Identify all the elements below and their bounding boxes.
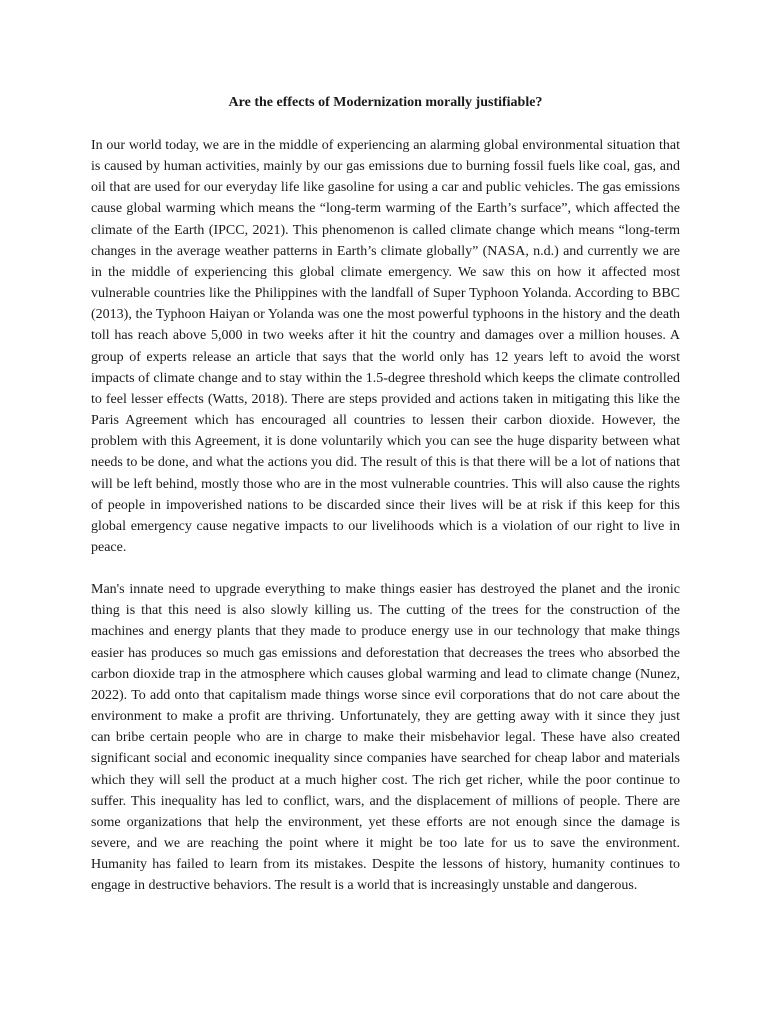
document-title: Are the effects of Modernization morally justifiable? xyxy=(228,95,543,110)
paragraph-1: In our world today, we are in the middle of experiencing an alarming global environmental situation that is caused by human activities, mainly by our gas emissions due to burning fossil fuels like coal, gas, and oil that are used for our everyday life like gasoline for using a car and public vehicles. The gas emissions cause global warming which means the “long-term warming of the Earth’s surface”, which affected the climate of the Earth (IPCC, 2021). This phenomenon is called climate change which means “long-term changes in the average weather patterns in Earth’s climate globally” (NASA, n.d.) and currently we are in the middle of experiencing this global climate emergency. We saw this on how it affected most vulnerable countries like the Philippines with the landfall of Super Typhoon Yolanda. According to BBC (2013), the Typhoon Haiyan or Yolanda was one the most powerful typhoons in the history and the death toll has reach above 5,000 in two weeks after it hit the country and damages over a million houses. A group of experts release an article that says that the world only has 12 years left to avoid the worst impacts of climate change and to stay within the 1.5-degree threshold which keeps the climate controlled to feel lesser effects (Watts, 2018). There are steps provided and actions taken in mitigating this like the Paris Agreement which has encouraged all countries to lessen their carbon dioxide. However, the problem with this Agreement, it is done voluntarily which you can see the huge disparity between what needs to be done, and what the actions you did. The result of this is that there will be a lot of nations that will be left behind, mostly those who are in the most vulnerable countries. This will also cause the rights of people in impoverished nations to be discarded since their lives will be at risk if this keep for this global emergency cause negative impacts to our livelihoods which is a violation of our right to live in peace. xyxy=(91,138,680,555)
paragraph-2: Man's innate need to upgrade everything to make things easier has destroyed the planet and the ironic thing is that this need is also slowly killing us. The cutting of the trees for the construction of the machines and energy plants that they made to produce energy use in our technology that make things easier has produces so much gas emissions and deforestation that decreases the trees who absorbed the carbon dioxide trap in the atmosphere which causes global warming and lead to climate change (Nunez, 2022). To add onto that capitalism made things worse since evil corporations that do not care about the environment to make a profit are thriving. Unfortunately, they are getting away with it since they just can bribe certain people who are in charge to make their misbehavior legal. These have also created significant social and economic inequality since companies have searched for cheap labor and materials which they will sell the product at a much higher cost. The rich get richer, while the poor continue to suffer. This inequality has led to conflict, wars, and the displacement of millions of people. There are some organizations that help the environment, yet these efforts are not enough since the damage is severe, and we are reaching the point where it might be too late for us to save the environment. Humanity has failed to learn from its mistakes. Despite the lessons of history, humanity continues to engage in destructive behaviors. The result is a world that is increasingly unstable and dangerous. xyxy=(91,582,680,894)
